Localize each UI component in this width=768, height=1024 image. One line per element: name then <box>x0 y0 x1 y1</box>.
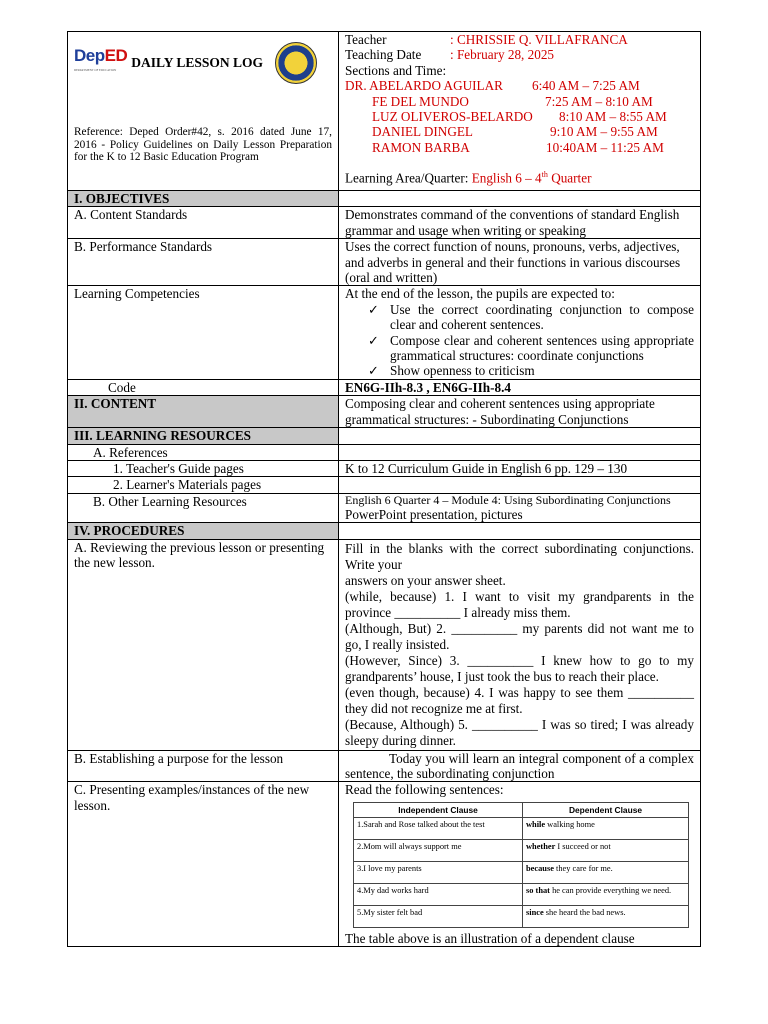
exercise-item: (However, Since) 3. __________ I knew how to go to my grandparents’ house, I just took the bus to reach their place. <box>345 652 694 684</box>
references-row <box>68 444 701 460</box>
learning-area-label: Learning Area/Quarter: <box>345 170 472 186</box>
check-icon: ✓ <box>368 301 380 317</box>
check-icon: ✓ <box>368 363 380 379</box>
section-name: DANIEL DINGEL <box>372 124 473 140</box>
teaching-date-label: Teaching Date <box>345 47 422 63</box>
performance-standards-value: Uses the correct function of nouns, pronouns, verbs, adjectives, and adverbs in general and their functions in various discourses (oral and written) <box>339 239 701 286</box>
learning-area-sup: th <box>541 170 548 180</box>
other-resources-row <box>68 493 701 522</box>
dependent-clause-cell <box>523 839 689 861</box>
other-resources-module: English 6 Quarter 4 – Module 4: Using Subordinating Conjunctions <box>345 492 671 507</box>
learners-materials-label: 2. Learner's Materials pages <box>68 477 339 493</box>
procedure-b-label: B. Establishing a purpose for the lesson <box>68 750 339 782</box>
performance-standards-label: B. Performance Standards <box>68 239 339 286</box>
exercise-item: (while, because) 1. I want to visit my grandparents in the province __________ I already miss them. <box>345 588 694 620</box>
teaching-date-value: : February 28, 2025 <box>450 47 555 63</box>
procedure-c-explanation: The table above is an illustration of a dependent clause <box>345 930 635 946</box>
deped-logo <box>74 45 128 79</box>
procedures-heading-row <box>68 523 701 539</box>
dependent-clause-cell <box>523 817 689 839</box>
dependent-clause-header: Dependent Clause <box>523 802 689 817</box>
empty-cell <box>339 191 701 207</box>
code-label: Code <box>68 379 339 395</box>
other-resources-cell <box>339 493 701 522</box>
section-time: 7:25 AM – 8:10 AM <box>545 93 653 109</box>
exercise-instruction-cont: answers on your answer sheet. <box>345 572 506 588</box>
procedure-b-row <box>68 750 701 782</box>
performance-standards-row <box>68 239 701 286</box>
teacher-label: Teacher <box>345 32 387 47</box>
section-name: FE DEL MUNDO <box>372 93 469 109</box>
procedure-a-label: A. Reviewing the previous lesson or presenting the new lesson. <box>68 539 339 750</box>
learning-area-tail: Quarter <box>547 170 592 186</box>
deped-seal-icon <box>275 42 317 84</box>
content-row <box>68 396 701 428</box>
procedure-c-row <box>68 782 701 947</box>
independent-clause-header: Independent Clause <box>354 802 523 817</box>
dependent-clause-cell <box>523 883 689 905</box>
logo-text-ed: ED <box>104 45 128 65</box>
dependent-clause-cell <box>523 905 689 927</box>
section-name: LUZ OLIVEROS-BELARDO <box>372 109 533 125</box>
clause-rest: I succeed or not <box>555 841 611 851</box>
objectives-heading-row <box>68 191 701 207</box>
procedures-heading: IV. PROCEDURES <box>68 523 339 539</box>
clause-rest: walking home <box>545 819 595 829</box>
content-value: Composing clear and coherent sentences using appropriate grammatical structures: - Subordinating Conjunctions <box>339 396 701 428</box>
content-standards-label: A. Content Standards <box>68 207 339 239</box>
independent-clause-cell: 3.I love my parents <box>354 861 523 883</box>
section-time: 6:40 AM – 7:25 AM <box>532 78 640 94</box>
check-icon: ✓ <box>368 332 380 348</box>
section-time: 10:40AM – 11:25 AM <box>546 139 664 155</box>
independent-clause-cell: 2.Mom will always support me <box>354 839 523 861</box>
code-value: EN6G-IIh-8.3 , EN6G-IIh-8.4 <box>339 379 701 395</box>
clause-example-table <box>353 802 689 928</box>
section-row <box>345 124 694 139</box>
content-standards-row <box>68 207 701 239</box>
conjunction-word: so that <box>526 885 550 895</box>
section-row <box>345 140 694 155</box>
clause-table-row <box>354 817 689 839</box>
empty-cell <box>339 428 701 444</box>
teacher-row <box>345 32 694 47</box>
empty-cell <box>339 523 701 539</box>
header-branding <box>74 42 332 84</box>
clause-rest: she heard the bad news. <box>543 907 626 917</box>
other-resources-media: PowerPoint presentation, pictures <box>345 506 523 522</box>
section-time: 8:10 AM – 8:55 AM <box>559 109 667 125</box>
reference-text: Reference: Deped Order#42, s. 2016 dated June 17, 2016 - Policy Guidelines on Daily Lesson Preparation for the K to 12 Basic Education Program <box>74 126 332 164</box>
competency-item <box>345 363 694 378</box>
competency-text: Use the correct coordinating conjunction to compose clear and coherent sentences. <box>390 301 694 333</box>
learners-materials-row <box>68 477 701 493</box>
resources-heading: III. LEARNING RESOURCES <box>68 428 339 444</box>
conjunction-word: because <box>526 863 554 873</box>
section-name: DR. ABELARDO AGUILAR <box>345 78 503 94</box>
section-time: 9:10 AM – 9:55 AM <box>550 124 658 140</box>
resources-heading-row <box>68 428 701 444</box>
logo-text-dep: Dep <box>74 45 105 65</box>
teachers-guide-label: 1. Teacher's Guide pages <box>68 460 339 476</box>
competency-text: Show openness to criticism <box>390 363 535 379</box>
teachers-guide-value: K to 12 Curriculum Guide in English 6 pp. 129 – 130 <box>339 460 701 476</box>
conjunction-word: while <box>526 819 546 829</box>
competency-item <box>345 302 694 333</box>
procedure-c-cell <box>339 782 701 947</box>
clause-rest: he can provide everything we need. <box>549 885 672 895</box>
code-row <box>68 379 701 395</box>
exercise-item: (Although, But) 2. __________ my parents did not want me to go, I really insisted. <box>345 620 694 652</box>
empty-cell <box>339 444 701 460</box>
teachers-guide-row <box>68 460 701 476</box>
independent-clause-cell: 5.My sister felt bad <box>354 905 523 927</box>
conjunction-word: since <box>526 907 544 917</box>
empty-cell <box>339 477 701 493</box>
learning-competencies-row <box>68 286 701 379</box>
sections-label: Sections and Time: <box>345 62 447 78</box>
clause-table-header <box>354 802 689 817</box>
exercise-item: (Because, Although) 5. __________ I was so tired; I was already sleepy during dinner. <box>345 716 694 748</box>
section-row <box>345 94 694 109</box>
content-heading: II. CONTENT <box>68 396 339 428</box>
daily-lesson-log-page <box>67 31 701 947</box>
competency-item <box>345 333 694 364</box>
dependent-clause-cell <box>523 861 689 883</box>
clause-table-row <box>354 839 689 861</box>
header-left-cell <box>68 32 339 191</box>
section-name: RAMON BARBA <box>372 139 470 155</box>
clause-table-row <box>354 861 689 883</box>
header-row <box>68 32 701 191</box>
exercise-item: (even though, because) 4. I was happy to see them __________ they did not recognize me at first. <box>345 684 694 716</box>
procedure-c-label: C. Presenting examples/instances of the new lesson. <box>68 782 339 947</box>
learning-area-value: English 6 – 4 <box>471 170 542 186</box>
header-right-cell <box>339 32 701 191</box>
independent-clause-cell: 1.Sarah and Rose talked about the test <box>354 817 523 839</box>
clause-table-row <box>354 905 689 927</box>
section-row <box>345 109 694 124</box>
procedure-b-value: Today you will learn an integral component of a complex sentence, the subordinating conjunction <box>339 750 701 782</box>
other-resources-label: B. Other Learning Resources <box>68 493 339 522</box>
exercise-instruction: Fill in the blanks with the correct subordinating conjunctions. Write your <box>345 540 694 572</box>
teaching-date-row <box>345 47 694 62</box>
section-row <box>345 78 694 93</box>
teacher-value: : CHRISSIE Q. VILLAFRANCA <box>450 32 628 47</box>
competencies-intro: At the end of the lesson, the pupils are expected to: <box>345 286 615 302</box>
learning-competencies-label: Learning Competencies <box>68 286 339 379</box>
clause-table-row <box>354 883 689 905</box>
lesson-log-table <box>67 31 701 947</box>
procedure-c-intro: Read the following sentences: <box>345 782 504 798</box>
learning-area-row <box>345 167 694 186</box>
independent-clause-cell: 4.My dad works hard <box>354 883 523 905</box>
conjunction-word: whether <box>526 841 556 851</box>
logo-subtitle: DEPARTMENT OF EDUCATION <box>74 68 117 72</box>
references-label: A. References <box>68 444 339 460</box>
procedure-a-cell <box>339 539 701 750</box>
learning-competencies-cell <box>339 286 701 379</box>
procedure-a-row <box>68 539 701 750</box>
clause-rest: they care for me. <box>553 863 613 873</box>
document-title: DAILY LESSON LOG <box>131 55 264 71</box>
competency-text: Compose clear and coherent sentences using appropriate grammatical structures: coordinate conjunctions <box>390 332 694 364</box>
content-standards-value: Demonstrates command of the conventions of standard English grammar and usage when writing or speaking <box>339 207 701 239</box>
objectives-heading: I. OBJECTIVES <box>68 191 339 207</box>
